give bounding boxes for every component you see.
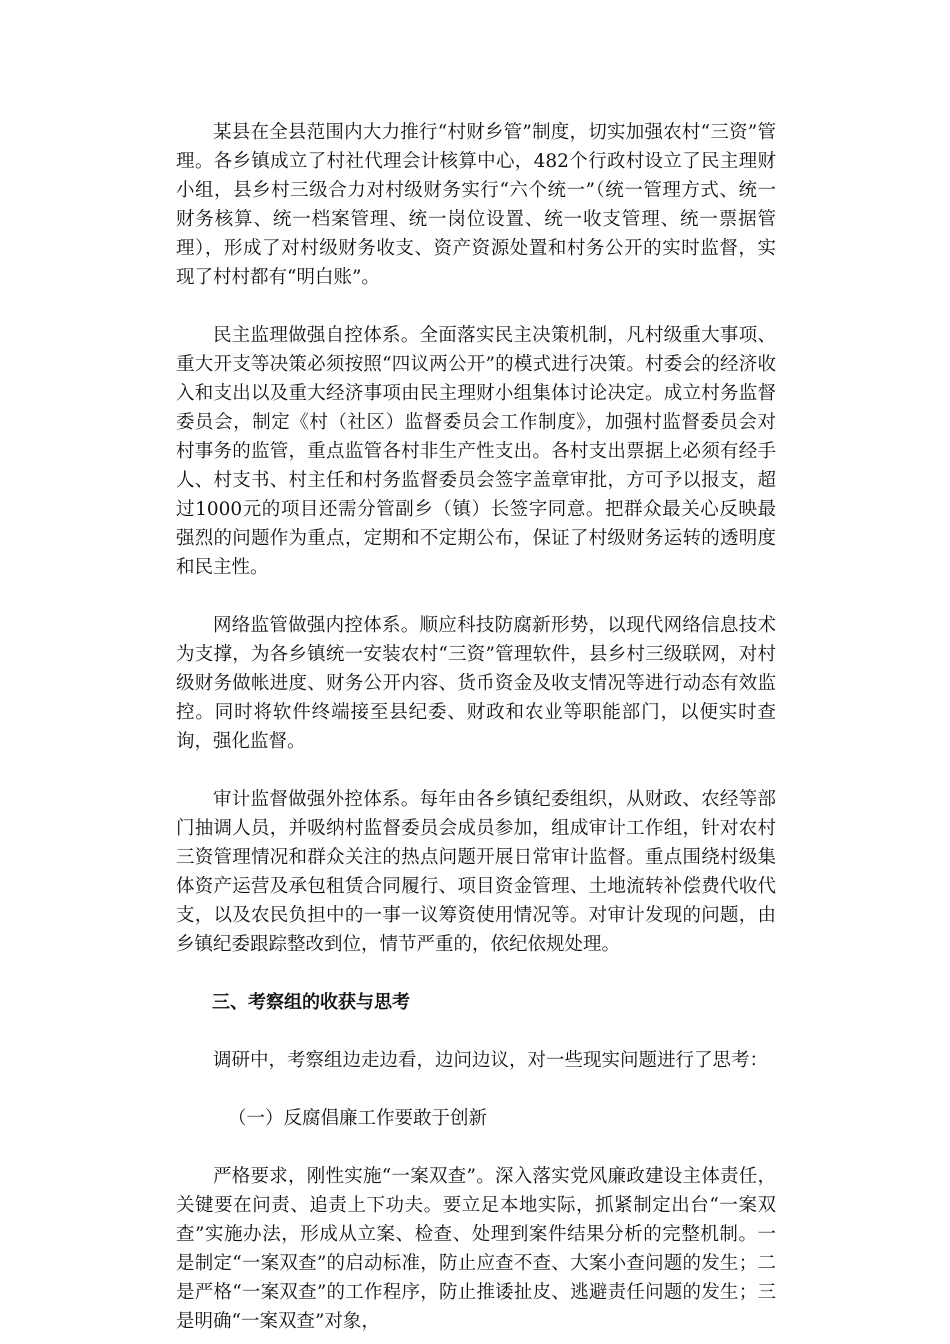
paragraph-network-supervision: 网络监管做强内控体系。顺应科技防腐新形势，以现代网络信息技术为支撑，为各乡镇统一安装农村“三资”管理软件，县乡村三级联网，对村级财务做帐进度、财务公开内容、货币资金及收支情况等进行动态有效监控。同时将软件终端接至县纪委、财政和农业等职能部门，以便实时查询，强化监督。	[176, 615, 776, 752]
section-heading: 三、考察组的收获与思考	[212, 992, 410, 1013]
paragraph-one-case-two-checks: 严格要求，刚性实施“一案双查”。深入落实党风廉政建设主体责任，关键要在问责、追责上下功夫。要立足本地实际，抓紧制定出台“一案双查”实施办法，形成从立案、检查、处理到案件结果分析的完整机制。一是制定“一案双查”的启动标准，防止应查不查、大案小查问题的发生；二是严格“一案双查”的工作程序，防止推诿扯皮、逃避责任问题的发生；三是明确“一案双查”对象，	[176, 1166, 776, 1332]
paragraph-gap	[176, 756, 776, 785]
subsection-heading: （一）反腐倡廉工作要敢于创新	[228, 1108, 488, 1129]
paragraph-gap	[176, 1075, 776, 1104]
document-page	[176, 118, 776, 1336]
paragraph-gap	[176, 959, 776, 988]
paragraph-audit-supervision: 审计监督做强外控体系。每年由各乡镇纪委组织，从财政、农经等部门抽调人员，并吸纳村监督委员会成员参加，组成审计工作组，针对农村三资管理情况和群众关注的热点问题开展日常审计监督。重点围绕村级集体资产运营及承包租赁合同履行、项目资金管理、土地流转补偿费代收代支，以及农民负担中的一事一议筹资使用情况等。对审计发现的问题，由乡镇纪委跟踪整改到位，情节严重的，依纪依规处理。	[176, 789, 776, 955]
paragraph-gap	[176, 292, 776, 321]
paragraph-gap	[176, 1133, 776, 1162]
paragraph-cunchai-xiangguan: 某县在全县范围内大力推行“村财乡管”制度，切实加强农村“三资”管理。各乡镇成立了村社代理会计核算中心，482个行政村设立了民主理财小组，县乡村三级合力对村级财务实行“六个统一”（统一管理方式、统一财务核算、统一档案管理、统一岗位设置、统一收支管理、统一票据管理），形成了对村级财务收支、资产资源处置和村务公开的实时监督，实现了村村都有“明白账”。	[176, 122, 776, 288]
paragraph-democratic-supervision: 民主监理做强自控体系。全面落实民主决策机制，凡村级重大事项、重大开支等决策必须按照“四议两公开”的模式进行决策。村委会的经济收入和支出以及重大经济事项由民主理财小组集体讨论决定。成立村务监督委员会，制定《村（社区）监督委员会工作制度》，加强村监督委员会对村事务的监管，重点监管各村非生产性支出。各村支出票据上必须有经手人、村支书、村主任和村务监督委员会签字盖章审批，方可予以报支，超过1000元的项目还需分管副乡（镇）长签字同意。把群众最关心反映最强烈的问题作为重点，定期和不定期公布，保证了村级财务运转的透明度和民主性。	[176, 325, 776, 578]
paragraph-gap	[176, 582, 776, 611]
paragraph-gap	[176, 1017, 776, 1046]
paragraph-research-intro: 调研中，考察组边走边看，边问边议，对一些现实问题进行了思考：	[213, 1050, 769, 1071]
